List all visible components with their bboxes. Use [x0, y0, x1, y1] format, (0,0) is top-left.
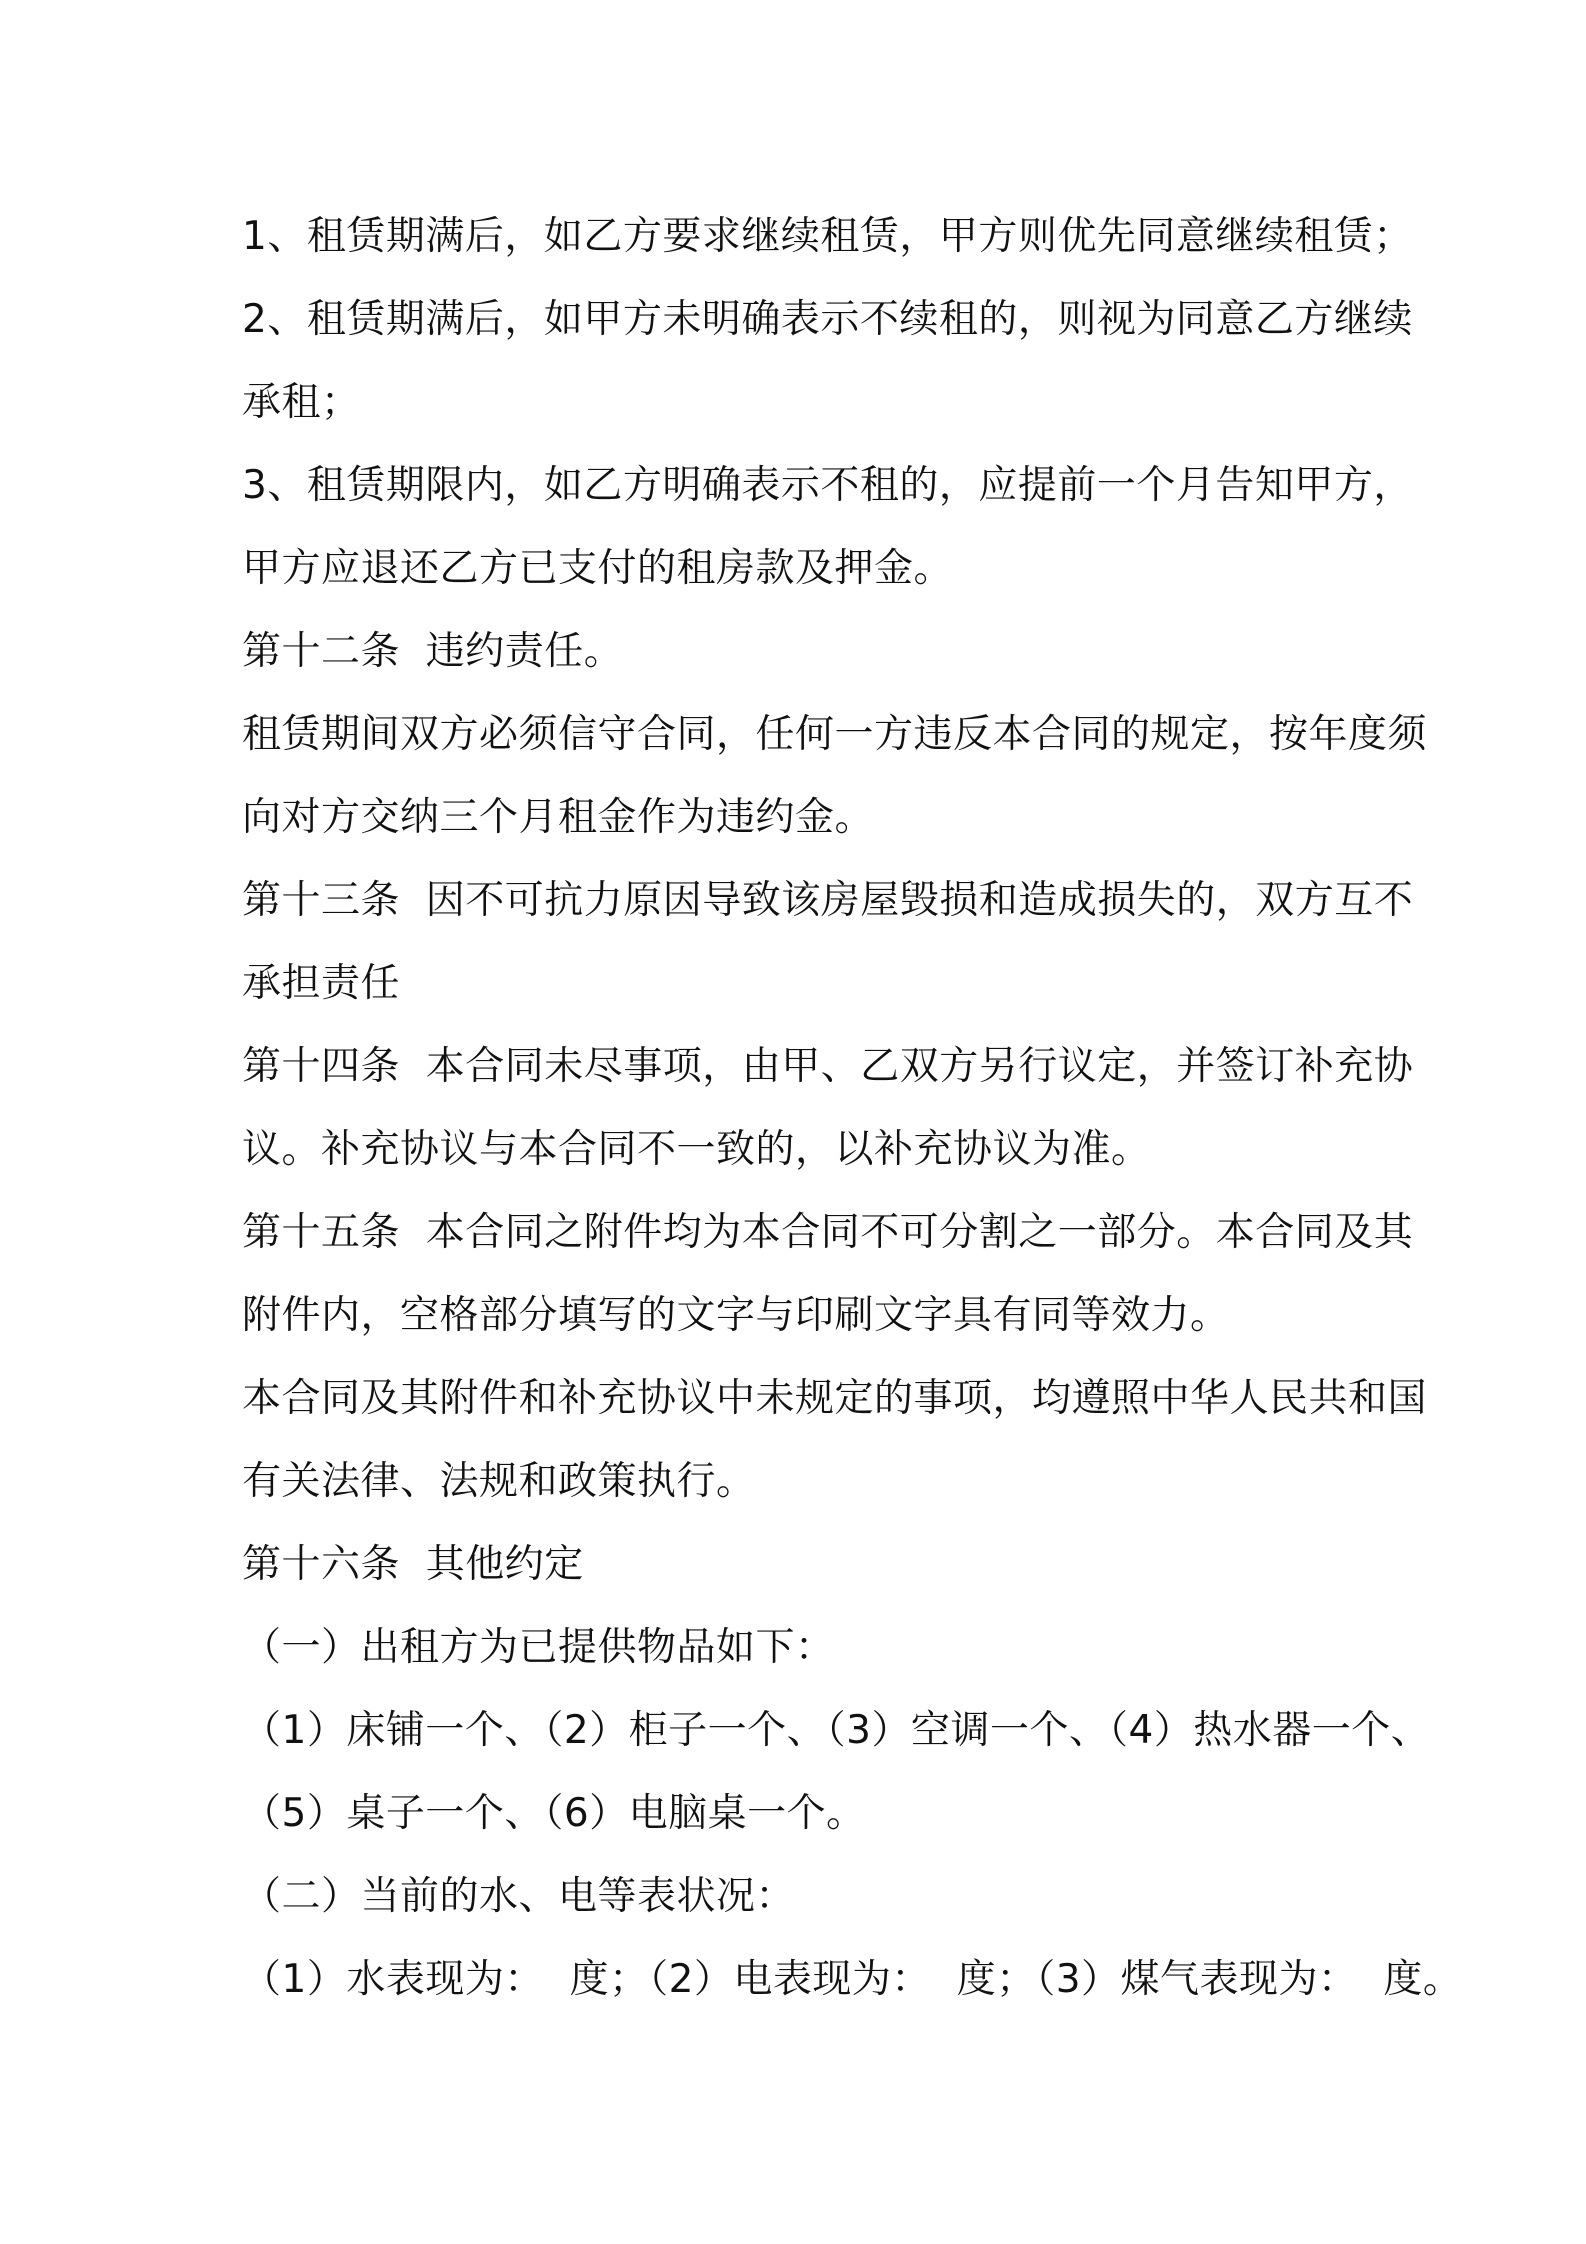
- clause-line: 向对方交纳三个月租金作为违约金。: [242, 795, 875, 840]
- clause-line: 3、租赁期限内，如乙方明确表示不租的，应提前一个月告知甲方，: [242, 463, 1413, 508]
- clause-line: 承租；: [242, 380, 361, 425]
- article-heading: 第十二条 违约责任。: [242, 629, 624, 674]
- clause-line: （1）水表现为： 度；（2）电表现为： 度；（3）煤气表现为： 度。: [242, 1957, 1463, 2002]
- clause-line: 承担责任: [242, 961, 401, 1006]
- clause-line: （一）出租方为已提供物品如下：: [242, 1625, 835, 1670]
- clause-line: （1）床铺一个、（2）柜子一个、（3）空调一个、（4）热水器一个、: [242, 1708, 1431, 1753]
- clause-line: 本合同及其附件和补充协议中未规定的事项，均遵照中华人民共和国: [242, 1376, 1428, 1421]
- article-heading: 第十五条 本合同之附件均为本合同不可分割之一部分。本合同及其: [242, 1210, 1414, 1255]
- clause-line: 议。补充协议与本合同不一致的，以补充协议为准。: [242, 1127, 1151, 1172]
- clause-line: （5）桌子一个、（6）电脑桌一个。: [242, 1791, 866, 1836]
- clause-line: 2、租赁期满后，如甲方未明确表示不续租的，则视为同意乙方继续: [242, 297, 1413, 342]
- article-heading: 第十三条 因不可抗力原因导致该房屋毁损和造成损失的，双方互不: [242, 878, 1414, 923]
- clause-line: 附件内，空格部分填写的文字与印刷文字具有同等效力。: [242, 1293, 1230, 1338]
- article-heading: 第十四条 本合同未尽事项，由甲、乙双方另行议定，并签订补充协: [242, 1044, 1414, 1089]
- clause-line: 甲方应退还乙方已支付的租房款及押金。: [242, 546, 954, 591]
- clause-line: （二）当前的水、电等表状况：: [242, 1874, 796, 1919]
- clause-line: 1、租赁期满后，如乙方要求继续租赁，甲方则优先同意继续租赁；: [242, 214, 1413, 259]
- article-heading: 第十六条 其他约定: [242, 1542, 584, 1587]
- clause-line: 有关法律、法规和政策执行。: [242, 1459, 756, 1504]
- clause-line: 租赁期间双方必须信守合同，任何一方违反本合同的规定，按年度须: [242, 712, 1428, 757]
- document-body: [242, 195, 1463, 2021]
